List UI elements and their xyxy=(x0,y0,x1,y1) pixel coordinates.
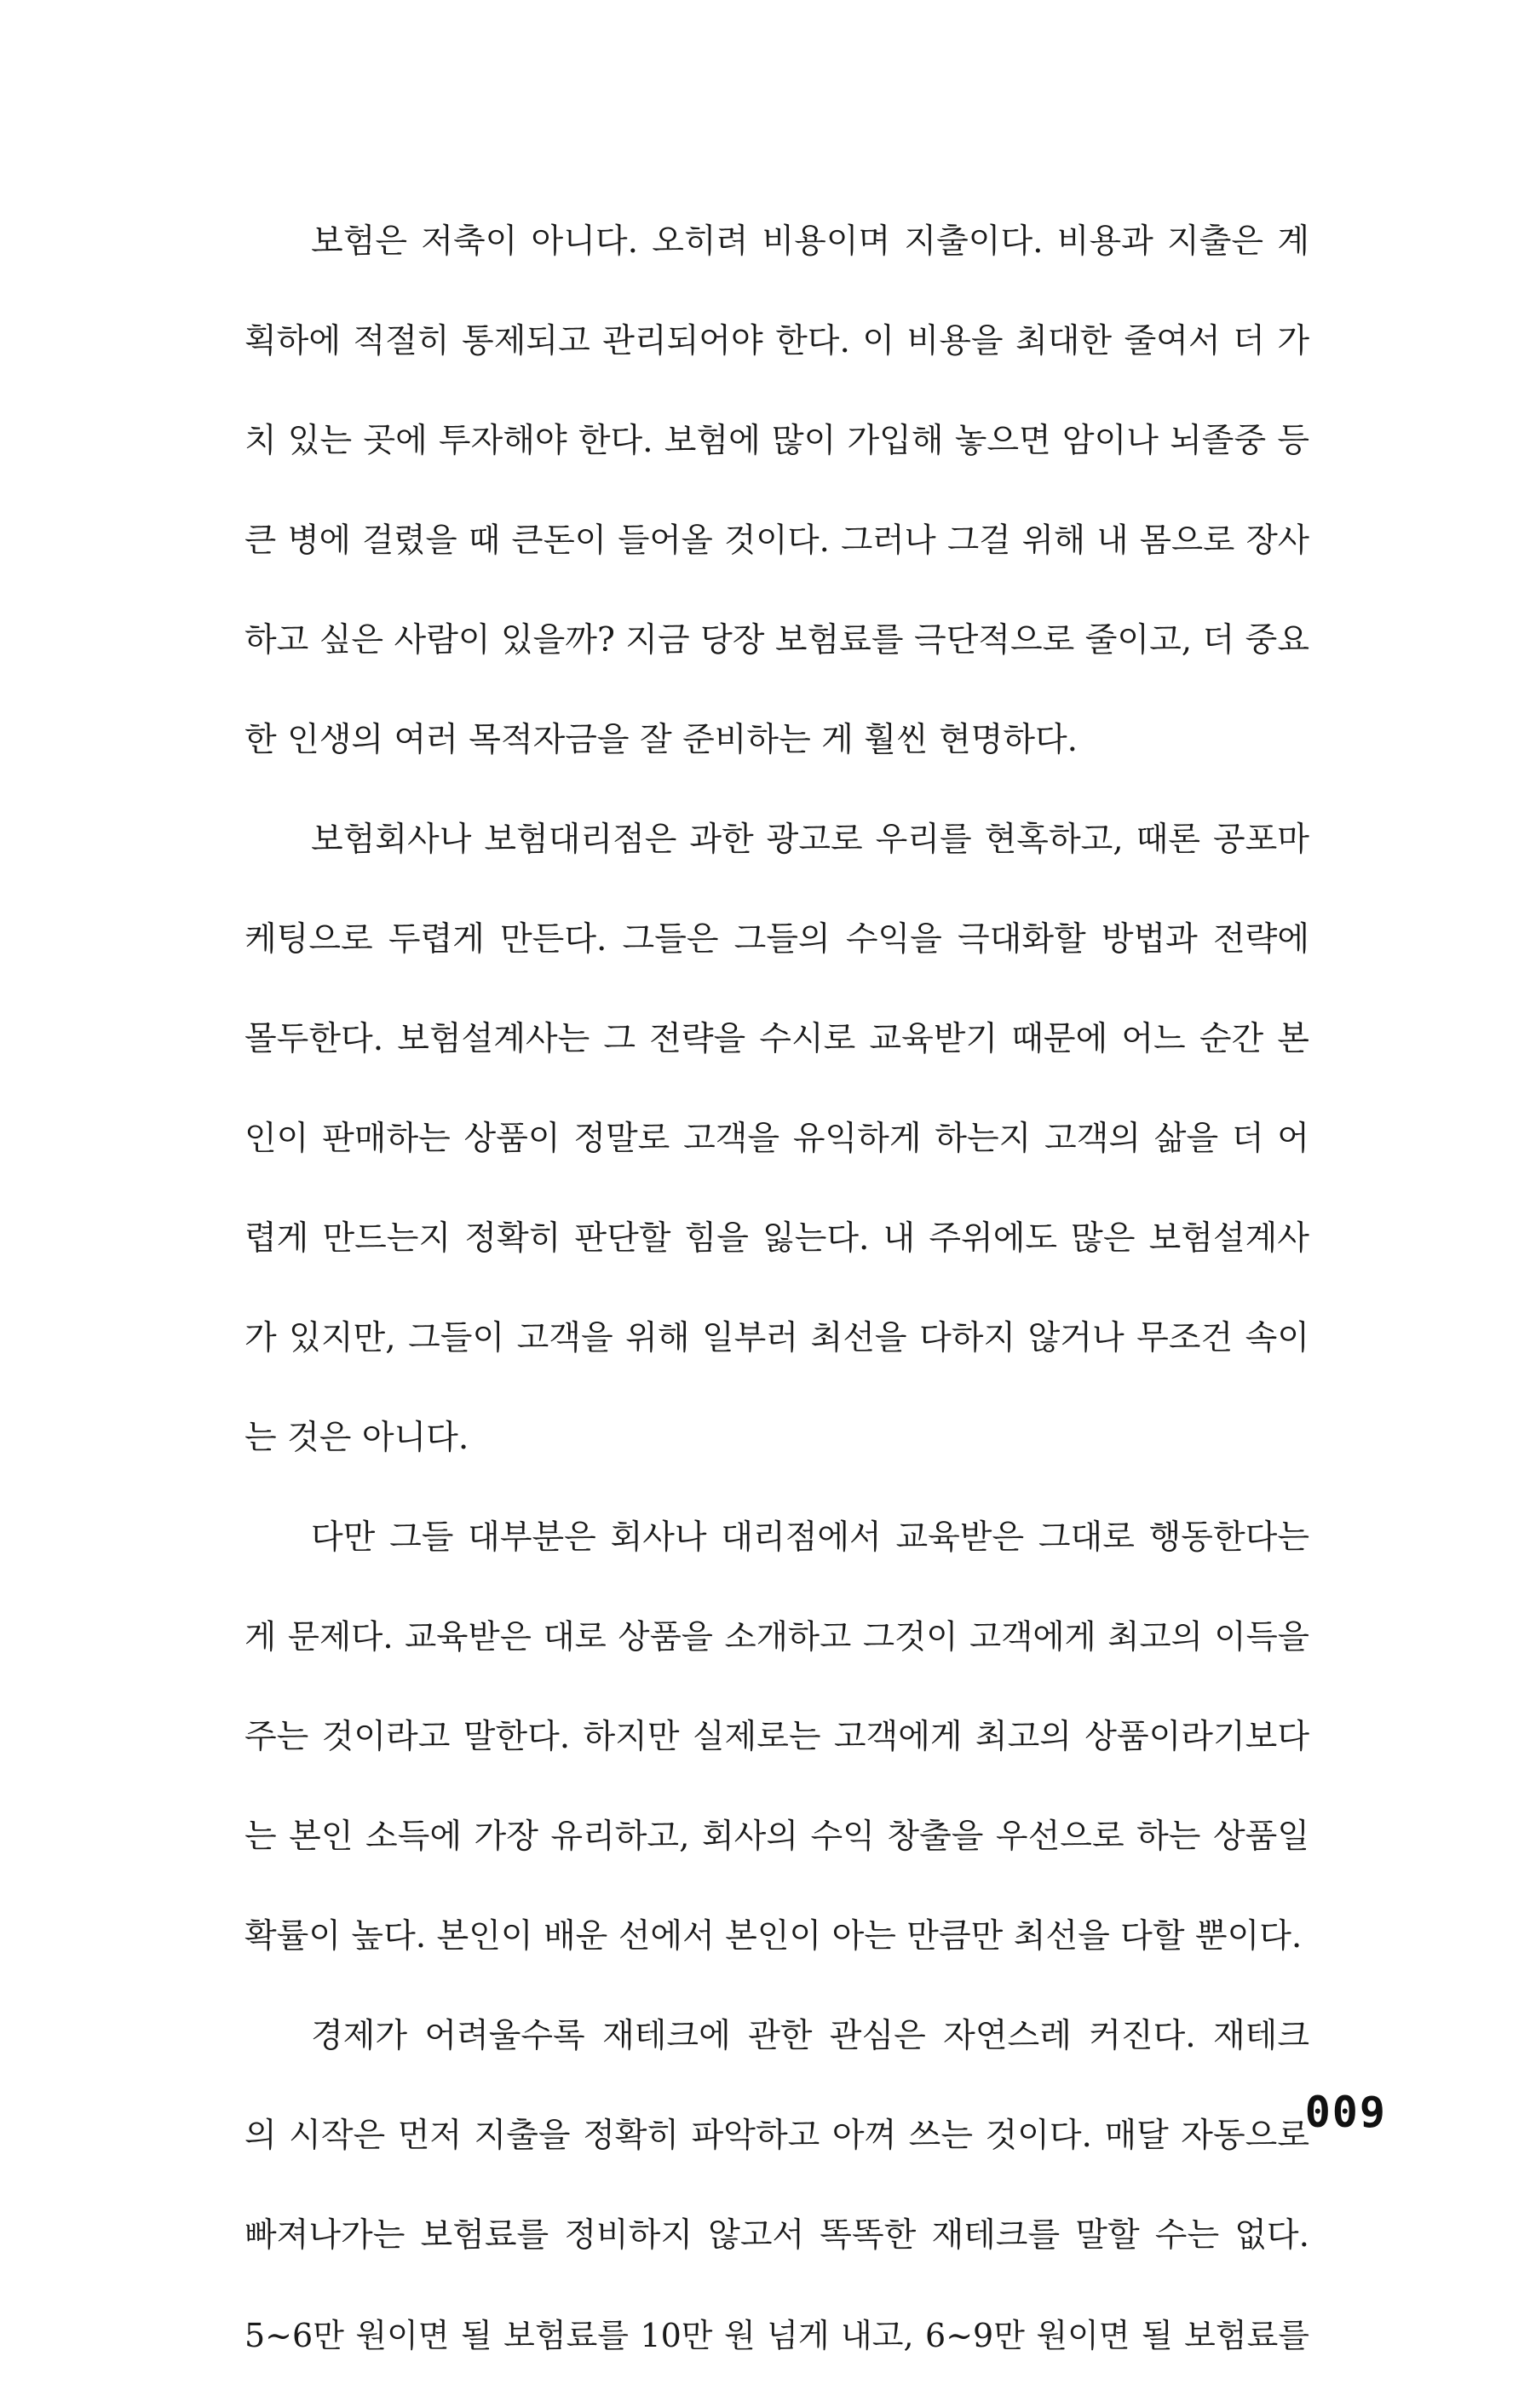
text-line: 빠져나가는 보험료를 정비하지 않고서 똑똑한 재테크를 말할 수는 없다. xyxy=(244,2216,1309,2255)
text-line: 확률이 높다. 본인이 배운 선에서 본인이 아는 만큼만 최선을 다할 뿐이다. xyxy=(244,1917,1303,1956)
text-line: 보험은 저축이 아니다. 오히려 비용이며 지출이다. 비용과 지출은 계 xyxy=(311,222,1309,261)
text-line: 인이 판매하는 상품이 정말로 고객을 유익하게 하는지 고객의 삶을 더 어 xyxy=(244,1120,1309,1158)
text-line: 큰 병에 걸렸을 때 큰돈이 들어올 것이다. 그러나 그걸 위해 내 몸으로 장사 xyxy=(244,521,1309,560)
text-line: 가 있지만, 그들이 고객을 위해 일부러 최선을 다하지 않거나 무조건 속이 xyxy=(244,1319,1309,1357)
text-line: 하고 싶은 사람이 있을까? 지금 당장 보험료를 극단적으로 줄이고, 더 중요 xyxy=(244,621,1309,660)
text-line: 렵게 만드는지 정확히 판단할 힘을 잃는다. 내 주위에도 많은 보험설계사 xyxy=(244,1219,1309,1258)
text-line: 케팅으로 두렵게 만든다. 그들은 그들의 수익을 극대화할 방법과 전략에 xyxy=(244,920,1309,959)
text-line: 게 문제다. 교육받은 대로 상품을 소개하고 그것이 고객에게 최고의 이득을 xyxy=(244,1618,1309,1656)
text-line: 몰두한다. 보험설계사는 그 전략을 수시로 교육받기 때문에 어느 순간 본 xyxy=(244,1020,1309,1058)
text-line: 5~6만 원이면 될 보험료를 10만 원 넘게 내고, 6~9만 원이면 될 보험료를 xyxy=(244,2317,1309,2354)
text-line: 다만 그들 대부분은 회사나 대리점에서 교육받은 그대로 행동한다는 xyxy=(311,1518,1309,1557)
text-line: 의 시작은 먼저 지출을 정확히 파악하고 아껴 쓰는 것이다. 매달 자동으로 xyxy=(244,2117,1309,2155)
text-line: 획하에 적절히 통제되고 관리되어야 한다. 이 비용을 최대한 줄여서 더 가 xyxy=(244,322,1309,360)
text-line: 보험회사나 보험대리점은 과한 광고로 우리를 현혹하고, 때론 공포마 xyxy=(311,821,1309,859)
text-line: 는 본인 소득에 가장 유리하고, 회사의 수익 창출을 우선으로 하는 상품일 xyxy=(244,1818,1309,1856)
text-line: 한 인생의 여러 목적자금을 잘 준비하는 게 훨씬 현명하다. xyxy=(244,721,1078,759)
body-text xyxy=(244,215,1309,2408)
text-line: 경제가 어려울수록 재테크에 관한 관심은 자연스레 커진다. 재테크 xyxy=(311,2017,1309,2055)
text-line: 치 있는 곳에 투자해야 한다. 보험에 많이 가입해 놓으면 암이나 뇌졸중 등 xyxy=(244,422,1309,460)
text-line: 는 것은 아니다. xyxy=(244,1419,469,1457)
text-line: 주는 것이라고 말한다. 하지만 실제로는 고객에게 최고의 상품이라기보다 xyxy=(244,1718,1309,1756)
page-number: 009 xyxy=(1304,2088,1387,2137)
